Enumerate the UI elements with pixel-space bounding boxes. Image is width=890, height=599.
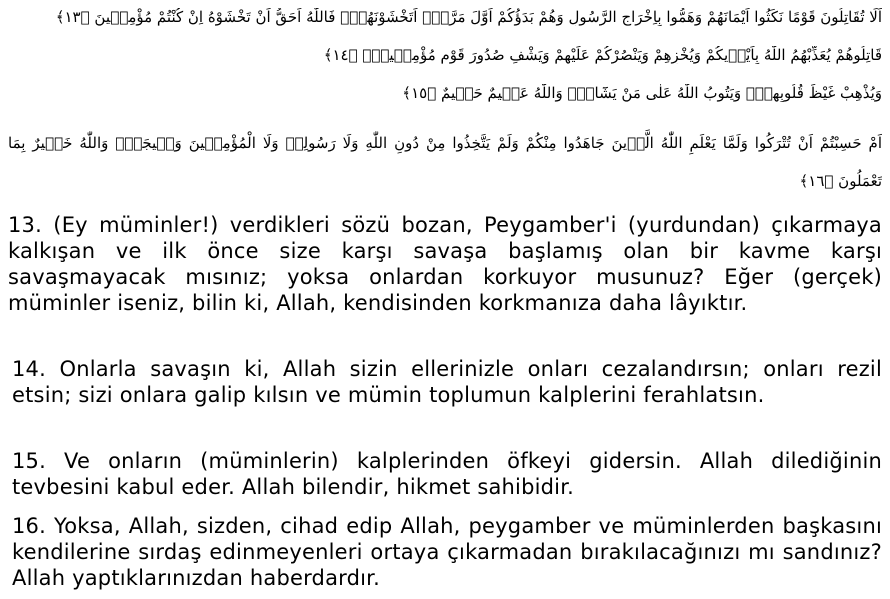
translation-verse-14: 14. Onlarla savaşın ki, Allah sizin ellerinizle onları cezalandırsın; onları rezil etsin; sizi onlara galip kılsın ve mümin toplumun kalplerini ferahlatsın. <box>12 357 882 407</box>
arabic-verse-16: اَمْ حَسِبْتُمْ اَنْ تُتْرَكُوا وَلَمَّا يَعْلَمِ اللّٰهُ الَّذ۪ينَ جَاهَدُوا مِنْكُمْ وَلَمْ يَتَّخِذُوا مِنْ دُونِ اللّٰهِ وَلَا رَسُولِه۪ وَلَا الْمُؤْمِن۪ينَ وَل۪يجَةًۜ وَاللّٰهُ خَب۪يرٌ بِمَا تَعْمَلُونَ ﴿١٦﴾ <box>8 134 882 190</box>
arabic-verse-13: اَلَا تُقَاتِلُونَ قَوْمًا نَكَثُوا اَيْمَانَهُمْ وَهَمُّوا بِاِخْرَاجِ الرَّسُولِ وَهُمْ بَدَؤُكُمْ اَوَّلَ مَرَّةٍۜ اَتَخْشَوْنَهُمْۚ فَاللّٰهُ اَحَقُّ اَنْ تَخْشَوْهُ اِنْ كُنْتُمْ مُؤْمِن۪ينَ ﴿١٣﴾ <box>55 8 882 26</box>
arabic-verse-14: قَاتِلُوهُمْ يُعَذِّبْهُمُ اللّٰهُ بِاَيْد۪يكُمْ وَيُخْزِهِمْ وَيَنْصُرْكُمْ عَلَيْهِمْ وَيَشْفِ صُدُورَ قَوْمٍ مُؤْمِن۪ينَۙ ﴿١٤﴾ <box>323 46 882 64</box>
translation-verse-15: 15. Ve onların (müminlerin) kalplerinden öfkeyi gidersin. Allah dilediğinin tevbesini kabul eder. Allah bilendir, hikmet sahibidir. <box>12 449 882 499</box>
arabic-verse-15: وَيُذْهِبْ غَيْظَ قُلُوبِهِمْۜ وَيَتُوبُ اللّٰهُ عَلٰى مَنْ يَشَٓاءُۜ وَاللّٰهُ عَل۪يمٌ حَك۪يمٌ ﴿١٥﴾ <box>402 84 882 102</box>
translation-verse-13: 13. (Ey müminler!) verdikleri sözü bozan, Peygamber'i (yurdundan) çıkarmaya kalkışan ve ilk önce size karşı savaşa başlamış olan bir kavme karşı savaşmayacak mısınız; yoksa onlardan korkuyor musunuz? Eğer (gerçek) müminler iseniz, bilin ki, Allah, kendisinden korkmanıza daha lâyıktır. <box>8 213 882 315</box>
translation-verse-16: 16. Yoksa, Allah, sizden, cihad edip Allah, peygamber ve müminlerden başkasını kendilerine sırdaş edinmeyenleri ortaya çıkarmadan bırakılacağınızı mı sandınız? Allah yaptıklarınızdan haberdardır. <box>12 514 882 590</box>
